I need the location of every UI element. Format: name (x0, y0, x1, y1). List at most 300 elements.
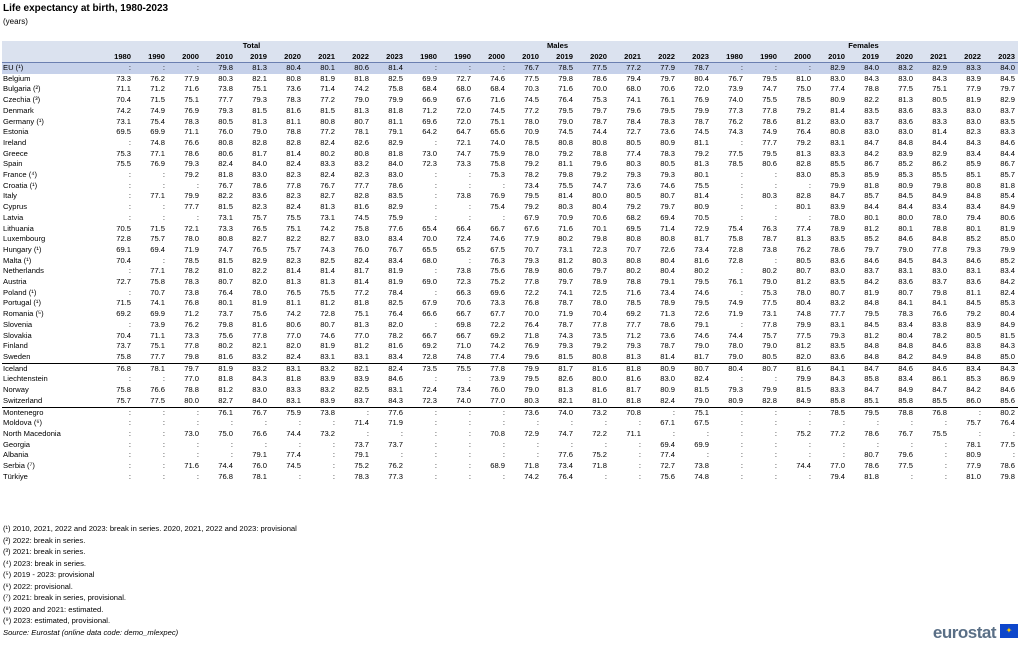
value-cell: 83.6 (898, 277, 913, 287)
value-cell: 76.0 (490, 385, 505, 395)
value-cell: 79.1 (252, 450, 267, 460)
country-name: Montenegro (2, 407, 100, 418)
value-cell: 83.4 (388, 351, 403, 361)
value-cell: 72.8 (116, 234, 131, 244)
value-cell: : (128, 450, 131, 460)
value-cell: 70.4 (116, 330, 131, 340)
value-cell: 84.4 (932, 137, 947, 147)
value-cell: 74.6 (490, 234, 505, 244)
value-cell: : (910, 439, 913, 449)
value-cell: 72.9 (524, 428, 539, 438)
year-header-females-2022: 2022 (950, 51, 984, 63)
value-cell: 84.6 (882, 363, 916, 374)
value-cell: 81.8 (218, 170, 233, 180)
value-cell: 82.4 (372, 363, 406, 374)
country-name: Iceland (2, 363, 100, 374)
value-cell: : (774, 170, 777, 180)
value-cell: 70.3 (524, 84, 539, 94)
country-name: Luxembourg (3, 234, 46, 244)
value-cell: 71.5 (150, 223, 165, 233)
value-cell: 76.0 (252, 461, 267, 471)
value-cell: 70.4 (116, 95, 131, 105)
value-cell: 78.9 (830, 223, 845, 233)
table-row (2, 374, 1018, 385)
value-cell: : (434, 212, 437, 222)
value-cell: : (434, 428, 437, 438)
value-cell: 77.8 (474, 363, 508, 374)
value-cell: 74.2 (320, 223, 335, 233)
country-name: Serbia (⁷) (3, 461, 35, 471)
value-cell: 72.7 (456, 73, 471, 83)
value-cell: 71.6 (184, 461, 199, 471)
table-row (2, 407, 1018, 418)
year-header-total-1990: 1990 (134, 51, 168, 63)
value-cell: 77.9 (644, 63, 678, 74)
value-cell: : (638, 439, 641, 449)
value-cell: 64.2 (422, 127, 437, 137)
value-cell: 81.5 (796, 385, 811, 395)
value-cell: 82.6 (354, 137, 369, 147)
value-cell: 75.7 (762, 330, 777, 340)
value-cell: 78.6 (1000, 461, 1015, 471)
value-cell: 80.6 (218, 148, 233, 158)
value-cell: 76.4 (218, 287, 233, 297)
value-cell: 75.4 (728, 223, 743, 233)
value-cell: 76.4 (1000, 418, 1015, 428)
value-cell: : (536, 450, 539, 460)
value-cell: 74.7 (762, 84, 777, 94)
table-row (2, 429, 1018, 440)
footnote: (³) 2021: break in series. (3, 547, 86, 556)
value-cell: 76.0 (354, 244, 369, 254)
value-cell: 70.0 (524, 309, 539, 319)
year-header-total-2020: 2020 (270, 51, 304, 63)
value-cell: 82.4 (286, 351, 301, 361)
value-cell: 83.3 (320, 159, 335, 169)
value-cell: 84.9 (932, 191, 947, 201)
value-cell: 81.5 (1000, 330, 1015, 340)
value-cell: 70.5 (694, 212, 709, 222)
value-cell: 84.7 (830, 191, 845, 201)
value-cell: 71.9 (184, 244, 199, 254)
value-cell: : (746, 63, 780, 74)
value-cell: 77.8 (184, 341, 199, 351)
value-cell: : (468, 461, 471, 471)
value-cell: 75.8 (388, 84, 403, 94)
value-cell: 81.9 (966, 95, 981, 105)
value-cell: 81.7 (354, 266, 369, 276)
value-cell: 81.2 (796, 116, 811, 126)
value-cell: 79.7 (864, 244, 879, 254)
value-cell: : (570, 418, 573, 428)
value-cell: 75.5 (558, 180, 573, 190)
value-cell: 74.5 (286, 461, 301, 471)
value-cell: 83.2 (320, 385, 335, 395)
value-cell: 82.9 (388, 202, 403, 212)
value-cell: : (468, 471, 471, 481)
value-cell: 75.8 (116, 385, 131, 395)
value-cell: 82.1 (338, 363, 372, 374)
value-cell: 81.5 (320, 105, 335, 115)
value-cell: 83.0 (252, 385, 267, 395)
value-cell: 80.5 (762, 351, 777, 361)
value-cell: 85.4 (1000, 191, 1015, 201)
value-cell: 83.4 (898, 374, 913, 384)
value-cell: 83.7 (354, 395, 369, 405)
value-cell: 83.5 (864, 105, 879, 115)
value-cell: 79.6 (592, 159, 607, 169)
year-header-females-2020: 2020 (882, 51, 916, 63)
value-cell: : (604, 439, 607, 449)
value-cell: 81.5 (694, 385, 709, 395)
table-row (2, 309, 1018, 320)
value-cell: 74.2 (354, 84, 369, 94)
year-header-females-2021: 2021 (916, 51, 950, 63)
value-cell: 76.2 (388, 461, 403, 471)
value-cell: 76.0 (218, 127, 233, 137)
year-header-males-2022: 2022 (644, 51, 678, 63)
value-cell: 71.1 (150, 330, 165, 340)
value-cell: 81.4 (372, 63, 406, 74)
value-cell: 79.8 (202, 63, 236, 74)
group-header-total: Total (100, 41, 406, 51)
value-cell: 79.2 (796, 137, 811, 147)
value-cell: 78.7 (558, 298, 573, 308)
value-cell: 78.2 (184, 266, 199, 276)
value-cell: 80.8 (218, 137, 233, 147)
value-cell: 86.1 (932, 374, 947, 384)
value-cell: 78.6 (830, 244, 845, 254)
table-row (2, 202, 1018, 213)
value-cell: 82.0 (388, 319, 403, 329)
value-cell: 72.8 (422, 351, 437, 361)
table-title: Life expectancy at birth, 1980-2023 (3, 3, 169, 14)
value-cell: 71.4 (354, 418, 369, 428)
value-cell: 83.3 (1000, 127, 1015, 137)
value-cell: 81.1 (966, 287, 981, 297)
value-cell: 75.5 (116, 159, 131, 169)
value-cell: 84.0 (252, 159, 267, 169)
value-cell: 78.2 (932, 330, 947, 340)
value-cell: 84.6 (1000, 385, 1015, 395)
value-cell: 72.3 (422, 395, 437, 405)
value-cell: 71.9 (558, 309, 573, 319)
value-cell: 73.0 (184, 428, 199, 438)
value-cell: 80.8 (286, 73, 301, 83)
value-cell: 75.8 (150, 277, 165, 287)
value-cell: 76.7 (320, 180, 335, 190)
value-cell: 81.3 (320, 277, 335, 287)
value-cell: : (162, 450, 165, 460)
value-cell: : (944, 439, 947, 449)
value-cell: 76.2 (728, 116, 743, 126)
footnote: (⁸) 2020 and 2021: estimated. (3, 604, 104, 614)
value-cell: : (774, 180, 777, 190)
value-cell: 84.5 (898, 191, 913, 201)
value-cell: 73.4 (558, 461, 573, 471)
value-cell: 76.3 (490, 255, 505, 265)
value-cell: 81.8 (1000, 180, 1015, 190)
value-cell: 79.2 (558, 148, 573, 158)
value-cell: : (128, 471, 131, 481)
value-cell: 80.8 (218, 234, 233, 244)
value-cell: : (196, 418, 199, 428)
value-cell: : (740, 428, 743, 438)
value-cell: 81.5 (558, 351, 573, 361)
value-cell: 79.9 (694, 105, 709, 115)
country-name: Ireland (3, 137, 27, 147)
value-cell: 79.2 (592, 341, 607, 351)
value-cell: 84.0 (984, 63, 1018, 74)
table-row (2, 234, 1018, 245)
value-cell: : (638, 418, 641, 428)
value-cell: 79.2 (796, 105, 811, 115)
value-cell: 85.9 (966, 159, 981, 169)
value-cell: 79.0 (694, 395, 709, 405)
value-cell: 73.5 (592, 330, 607, 340)
value-cell: 83.5 (388, 191, 403, 201)
value-cell: 80.8 (592, 137, 607, 147)
life-expectancy-table (2, 41, 1018, 482)
value-cell: 76.4 (558, 95, 573, 105)
value-cell: 75.0 (796, 84, 811, 94)
value-cell: 83.2 (354, 159, 369, 169)
value-cell: 82.5 (354, 385, 369, 395)
country-name: Netherlands (3, 266, 44, 276)
value-cell: 79.6 (626, 105, 641, 115)
value-cell: 81.1 (286, 298, 301, 308)
value-cell: 81.7 (252, 148, 267, 158)
country-name: Moldova (⁶) (3, 418, 42, 428)
value-cell: : (434, 287, 437, 297)
country-name: Greece (3, 148, 28, 158)
value-cell: 79.5 (694, 277, 709, 287)
value-cell: 73.9 (728, 84, 743, 94)
value-cell: 78.7 (660, 341, 675, 351)
value-cell: : (196, 180, 199, 190)
value-cell: : (366, 428, 369, 438)
value-cell: 81.1 (388, 116, 403, 126)
value-cell: 79.3 (252, 95, 267, 105)
value-cell: 84.6 (1000, 137, 1015, 147)
value-cell: 80.3 (558, 202, 573, 212)
value-cell: 79.3 (218, 105, 233, 115)
value-cell: 77.2 (354, 287, 369, 297)
value-cell: 76.7 (898, 428, 913, 438)
value-cell: 83.1 (270, 363, 304, 374)
value-cell: 74.8 (150, 137, 165, 147)
footnotes (3, 523, 297, 638)
value-cell: 80.7 (796, 266, 811, 276)
value-cell: 80.9 (898, 180, 913, 190)
value-cell: 66.6 (422, 309, 437, 319)
value-cell: 83.7 (1000, 105, 1015, 115)
value-cell: 68.9 (490, 461, 505, 471)
value-cell: 65.5 (422, 244, 437, 254)
value-cell: 83.4 (950, 363, 984, 374)
value-cell: 73.8 (304, 407, 338, 418)
value-cell: 83.4 (966, 202, 981, 212)
value-cell: 73.4 (694, 244, 709, 254)
value-cell: 82.2 (218, 191, 233, 201)
value-cell: 81.8 (354, 73, 369, 83)
value-cell: 80.4 (694, 73, 709, 83)
value-cell: 73.7 (116, 341, 131, 351)
value-cell: 74.0 (456, 395, 471, 405)
value-cell: 82.8 (354, 191, 369, 201)
value-cell: 80.4 (660, 255, 675, 265)
value-cell: 79.5 (762, 73, 777, 83)
value-cell: : (196, 471, 199, 481)
table-row (2, 159, 1018, 170)
value-cell: 80.7 (830, 287, 845, 297)
value-cell: 72.0 (456, 116, 471, 126)
value-cell: 82.8 (252, 137, 267, 147)
table-row (2, 84, 1018, 95)
value-cell: : (740, 287, 743, 297)
value-cell: 82.3 (286, 255, 301, 265)
value-cell: 77.8 (932, 244, 947, 254)
value-cell: 82.4 (218, 159, 233, 169)
value-cell: : (842, 418, 845, 428)
value-cell: : (910, 471, 913, 481)
value-cell: 86.0 (966, 395, 981, 405)
value-cell: 73.1 (116, 116, 131, 126)
value-cell: : (440, 63, 474, 74)
table-row (2, 396, 1018, 407)
value-cell: 83.0 (864, 127, 879, 137)
value-cell: 75.6 (252, 309, 267, 319)
value-cell: 80.2 (218, 341, 233, 351)
value-cell: : (162, 212, 165, 222)
value-cell: 81.3 (354, 105, 369, 115)
value-cell: 75.1 (678, 407, 712, 418)
value-cell: 75.1 (150, 341, 165, 351)
value-cell: 79.5 (558, 105, 573, 115)
value-cell: 80.1 (796, 202, 811, 212)
value-cell: 77.1 (150, 148, 165, 158)
value-cell: 84.9 (1000, 202, 1015, 212)
value-cell: 78.3 (184, 116, 199, 126)
value-cell: 74.9 (762, 127, 777, 137)
value-cell: : (570, 439, 573, 449)
value-cell: 80.1 (304, 63, 338, 74)
value-cell: 75.1 (490, 116, 505, 126)
value-cell: 80.1 (694, 170, 709, 180)
value-cell: : (434, 137, 437, 147)
country-name: France (⁴) (3, 170, 38, 180)
value-cell: 77.9 (524, 234, 539, 244)
value-cell: 71.8 (524, 461, 539, 471)
value-cell: 78.2 (524, 170, 539, 180)
group-header-row (2, 41, 1018, 51)
value-cell: : (978, 428, 981, 438)
value-cell: 66.3 (456, 287, 471, 297)
value-cell: : (740, 471, 743, 481)
value-cell: 67.9 (524, 212, 539, 222)
country-name: Georgia (3, 439, 31, 449)
year-header-total-2022: 2022 (338, 51, 372, 63)
value-cell: 81.5 (218, 255, 233, 265)
value-cell: : (808, 471, 811, 481)
value-cell: 79.9 (508, 363, 542, 374)
value-cell: 82.3 (966, 127, 981, 137)
value-cell: 81.8 (388, 148, 403, 158)
value-cell: 80.1 (864, 212, 879, 222)
value-cell: 78.8 (932, 223, 947, 233)
value-cell: 83.3 (830, 148, 845, 158)
value-cell: 74.8 (456, 351, 471, 361)
value-cell: : (332, 418, 335, 428)
value-cell: 83.2 (236, 363, 270, 374)
value-cell: 70.1 (592, 223, 607, 233)
value-cell: : (128, 170, 131, 180)
value-cell: 70.4 (592, 309, 607, 319)
value-cell: 83.6 (898, 116, 913, 126)
value-cell: 73.6 (626, 180, 641, 190)
value-cell: 82.7 (218, 395, 233, 405)
value-cell: 80.8 (660, 234, 675, 244)
value-cell: 84.7 (864, 385, 879, 395)
value-cell: : (808, 450, 811, 460)
value-cell: : (264, 418, 267, 428)
value-cell: : (468, 255, 471, 265)
value-cell: 84.3 (252, 374, 267, 384)
value-cell: 83.9 (966, 319, 981, 329)
country-name: Norway (3, 385, 29, 395)
table-row (2, 63, 1018, 74)
value-cell: 78.6 (660, 319, 675, 329)
value-cell: 78.7 (558, 319, 573, 329)
value-cell: : (468, 439, 471, 449)
value-cell: 78.8 (864, 84, 879, 94)
country-name: Portugal (¹) (3, 298, 41, 308)
value-cell: 83.6 (898, 105, 913, 115)
value-cell: 84.8 (864, 351, 879, 361)
value-cell: 71.1 (626, 428, 641, 438)
value-cell: 79.2 (626, 202, 641, 212)
value-cell: 80.0 (592, 374, 607, 384)
value-cell: 83.9 (830, 202, 845, 212)
value-cell: 81.3 (694, 159, 709, 169)
value-cell: 81.8 (388, 105, 403, 115)
value-cell: 78.0 (728, 341, 743, 351)
value-cell: 82.4 (660, 395, 675, 405)
table-row (2, 277, 1018, 288)
year-header-males-1980: 1980 (406, 51, 440, 63)
value-cell: 81.1 (286, 116, 301, 126)
value-cell: : (134, 63, 168, 74)
table-row (2, 256, 1018, 267)
value-cell: 66.7 (490, 223, 505, 233)
value-cell: 82.4 (354, 255, 369, 265)
value-cell: 78.1 (134, 363, 168, 374)
value-cell: : (196, 439, 199, 449)
value-cell: 79.0 (558, 116, 573, 126)
value-cell: 80.1 (898, 223, 913, 233)
value-cell: 82.9 (1000, 95, 1015, 105)
value-cell: 76.3 (762, 223, 777, 233)
value-cell: 73.6 (286, 84, 301, 94)
value-cell: : (162, 461, 165, 471)
value-cell: 81.7 (694, 234, 709, 244)
value-cell: 83.4 (388, 234, 403, 244)
value-cell: 80.5 (660, 159, 675, 169)
value-cell: : (128, 374, 131, 384)
value-cell: 71.2 (150, 84, 165, 94)
value-cell: : (1012, 450, 1015, 460)
value-cell: 82.4 (694, 374, 709, 384)
